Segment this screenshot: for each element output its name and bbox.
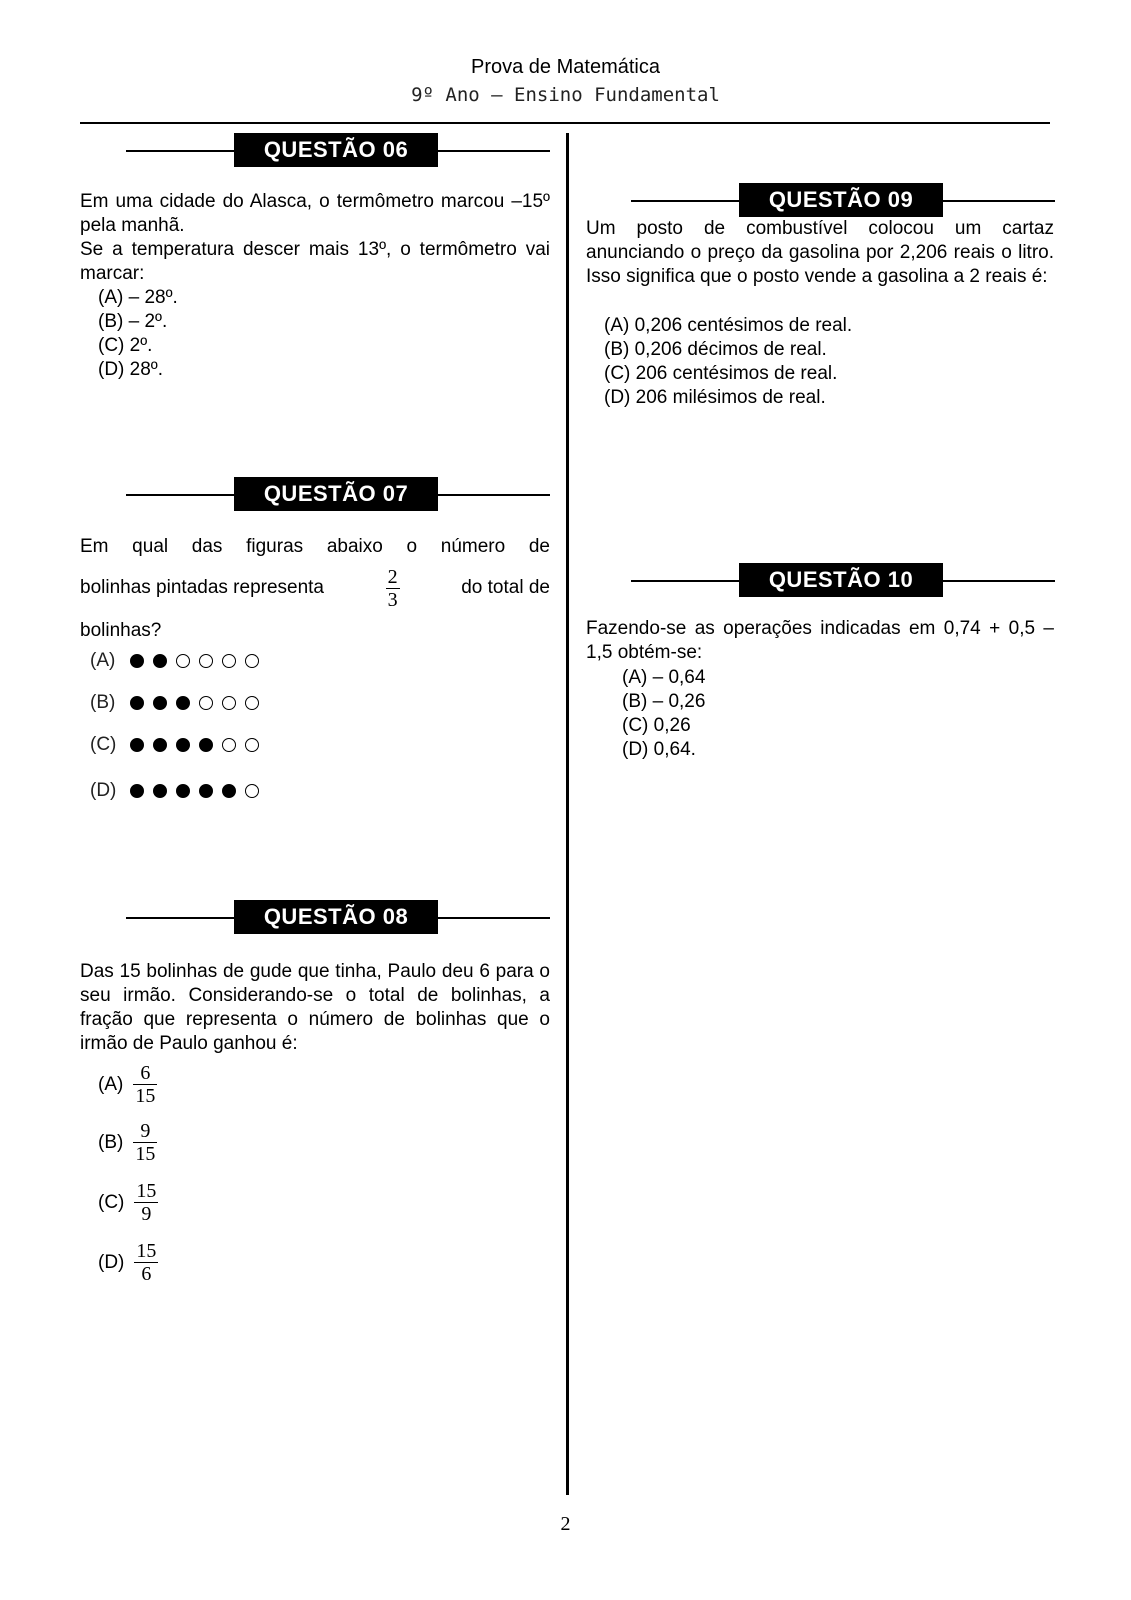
question-08-option-d[interactable] <box>98 1240 158 1285</box>
empty-dot <box>245 738 259 752</box>
question-07-text-part-1: bolinhas pintadas representa <box>80 577 325 598</box>
question-10-option-c[interactable]: (C) 0,26 <box>622 715 691 736</box>
option-label: (C) <box>98 1191 125 1213</box>
filled-dot <box>130 696 144 710</box>
empty-dot <box>176 654 190 668</box>
fraction-denominator: 3 <box>387 588 398 611</box>
question-08-text: Das 15 bolinhas de gude que tinha, Paulo deu 6 para o seu irmão. Considerando-se o total de bolinhas, a fração que representa o número de bolinhas que o irmão de Paulo ganhou é: <box>80 961 550 1054</box>
empty-dot <box>245 696 259 710</box>
empty-dot <box>199 654 213 668</box>
exam-subtitle: 9º Ano – Ensino Fundamental <box>411 84 720 106</box>
filled-dot <box>130 784 144 798</box>
empty-dot <box>199 696 213 710</box>
question-08-header <box>126 900 550 934</box>
fraction-denominator: 9 <box>134 1202 158 1225</box>
question-06-text-2: Se a temperatura descer mais 13º, o termômetro vai marcar: <box>80 239 550 284</box>
question-10-option-d[interactable]: (D) 0,64. <box>622 739 696 760</box>
bolinhas-figure <box>130 696 268 710</box>
option-label: (B) <box>98 1131 124 1153</box>
empty-dot <box>245 784 259 798</box>
filled-dot <box>153 696 167 710</box>
question-07-badge: QUESTÃO 07 <box>234 477 438 511</box>
question-07-option-a[interactable] <box>90 646 268 676</box>
question-06-option-d[interactable]: (D) 28º. <box>98 359 164 380</box>
question-07-text-line-3: bolinhas? <box>80 620 162 641</box>
option-label: (A) <box>98 1073 124 1095</box>
filled-dot <box>199 784 213 798</box>
option-label: (A) <box>90 650 116 671</box>
filled-dot <box>176 696 190 710</box>
question-06-header <box>126 133 550 167</box>
option-label: (B) <box>90 692 116 713</box>
question-07-header <box>126 477 550 511</box>
fraction-numerator: 9 <box>140 1120 151 1142</box>
question-07-option-c[interactable] <box>90 730 268 760</box>
filled-dot <box>130 654 144 668</box>
question-10-text: Fazendo-se as operações indicadas em 0,74 + 0,5 – 1,5 obtém-se: <box>586 618 1054 663</box>
question-07-option-d[interactable] <box>90 776 268 806</box>
page-number: 2 <box>560 1513 571 1535</box>
fraction-numerator: 15 <box>136 1240 157 1262</box>
fraction-numerator: 6 <box>140 1062 151 1084</box>
filled-dot <box>222 784 236 798</box>
filled-dot <box>153 784 167 798</box>
question-06-text: Em uma cidade do Alasca, o termômetro marcou –15º pela manhã. <box>80 191 550 236</box>
question-06-option-b[interactable]: (B) – 2º. <box>98 311 168 332</box>
question-09-option-c[interactable]: (C) 206 centésimos de real. <box>604 363 838 384</box>
empty-dot <box>222 738 236 752</box>
question-06-option-a[interactable]: (A) – 28º. <box>98 287 178 308</box>
header-divider <box>80 122 1050 124</box>
empty-dot <box>245 654 259 668</box>
option-label: (D) <box>98 1251 125 1273</box>
question-08-option-c[interactable] <box>98 1180 158 1225</box>
question-09-option-d[interactable]: (D) 206 milésimos de real. <box>604 387 826 408</box>
question-09-header <box>631 183 1055 217</box>
question-07-text-line-1: Em qual das figuras abaixo o número de <box>80 536 550 557</box>
empty-dot <box>222 696 236 710</box>
filled-dot <box>199 738 213 752</box>
question-09-badge: QUESTÃO 09 <box>739 183 943 217</box>
question-08-option-b[interactable] <box>98 1120 157 1165</box>
fraction-denominator: 6 <box>134 1262 158 1285</box>
column-divider <box>566 133 569 1495</box>
option-fraction <box>133 1120 157 1165</box>
option-label: (C) <box>90 734 117 755</box>
bolinhas-figure <box>130 738 268 752</box>
filled-dot <box>153 738 167 752</box>
fraction-numerator: 2 <box>387 565 398 588</box>
fraction-denominator: 15 <box>135 1085 156 1107</box>
question-09-option-a[interactable]: (A) 0,206 centésimos de real. <box>604 315 853 336</box>
question-07-text-part-2: do total de <box>461 577 550 598</box>
question-10-option-a[interactable]: (A) – 0,64 <box>622 667 706 688</box>
question-10-badge: QUESTÃO 10 <box>739 563 943 597</box>
question-10-option-b[interactable]: (B) – 0,26 <box>622 691 706 712</box>
filled-dot <box>176 784 190 798</box>
question-07-text-line-2 <box>80 563 550 613</box>
option-fraction <box>134 1240 158 1285</box>
question-08-badge: QUESTÃO 08 <box>234 900 438 934</box>
question-06-option-c[interactable]: (C) 2º. <box>98 335 153 356</box>
filled-dot <box>153 654 167 668</box>
fraction-two-thirds <box>386 566 400 611</box>
question-09-text: Um posto de combustível colocou um cartaz anunciando o preço da gasolina por 2,206 reais o litro. Isso significa que o posto vende a gasolina a 2 reais é: <box>586 218 1054 287</box>
filled-dot <box>130 738 144 752</box>
question-06-badge: QUESTÃO 06 <box>234 133 438 167</box>
filled-dot <box>176 738 190 752</box>
question-07-option-b[interactable] <box>90 688 268 718</box>
fraction-denominator: 15 <box>135 1143 156 1165</box>
question-10-header <box>631 563 1055 597</box>
option-label: (D) <box>90 780 117 801</box>
empty-dot <box>222 654 236 668</box>
bolinhas-figure <box>130 784 268 798</box>
question-08-option-a[interactable] <box>98 1062 157 1107</box>
fraction-numerator: 15 <box>136 1180 157 1202</box>
exam-title: Prova de Matemática <box>471 56 660 78</box>
option-fraction <box>134 1180 158 1225</box>
bolinhas-figure <box>130 654 268 668</box>
question-09-option-b[interactable]: (B) 0,206 décimos de real. <box>604 339 827 360</box>
option-fraction <box>133 1062 157 1107</box>
